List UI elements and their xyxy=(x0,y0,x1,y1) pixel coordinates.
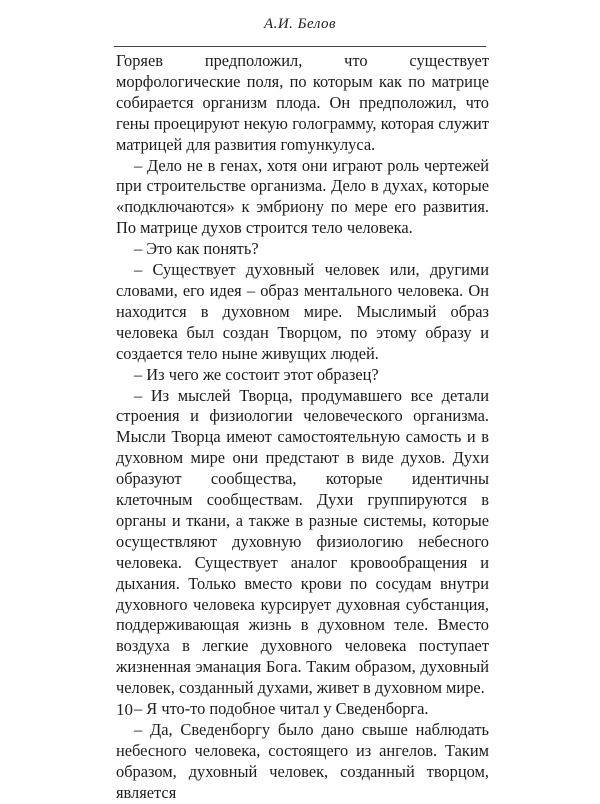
paragraph: – Из мыслей Творца, продумавшего все детали строения и физиологии человеческого организма. Мысли Творца имеют самостоятельную самость и в духовном мире они предстают в виде духов. Духи образуют сообщества, которые идентичны клеточным сообществам. Духи группируются в органы и ткани, а также в разные системы, которые осуществляют духовную физиологию небесного человека. Существует аналог кровообращения и дыхания. Только вместо крови по сосудам внутри духовного человека курсирует духовная субстанция, поддерживающая жизнь в духовном теле. Вместо воздуха в легкие духовного человека поступает жизненная эманация Бога. Таким образом, духовный человек, созданный духами, живет в духовном мире. xyxy=(116,385,489,698)
paragraph: – Это как понять? xyxy=(134,239,259,259)
paragraph: Горяев предположил, что существует морфологические поля, по которым как по матрице собирается организм плода. Он предположил, что гены проецируют некую голограмму, которая служит матрицей для развития гоmункулуса. xyxy=(116,51,489,154)
page-number: 10 xyxy=(116,700,133,719)
paragraph: – Я что-то подобное читал у Сведенборга. xyxy=(134,699,429,719)
paragraph: – Из чего же состоит этот образец? xyxy=(134,364,379,384)
paragraph: – Дело не в генах, хотя они играют роль чертежей при строительстве организма. Дело в духах, которые «подключаются» к эмбриону по мере его развития. По матрице духов строится тело человека. xyxy=(116,155,489,238)
header-rule xyxy=(114,46,486,47)
paragraph: – Да, Сведенборгу было дано свыше наблюдать небесного человека, состоящего из ангелов. Таким образом, духовный человек, созданный творцом, является xyxy=(116,720,489,802)
paragraph: – Существует духовный человек или, другими словами, его идея – образ ментального человека. Он находится в духовном мире. Мыслимый образ человека был создан Творцом, по этому образу и создается тело ныне живущих людей. xyxy=(116,260,489,363)
running-head: А.И. Белов xyxy=(263,16,337,32)
body-text xyxy=(116,51,489,804)
